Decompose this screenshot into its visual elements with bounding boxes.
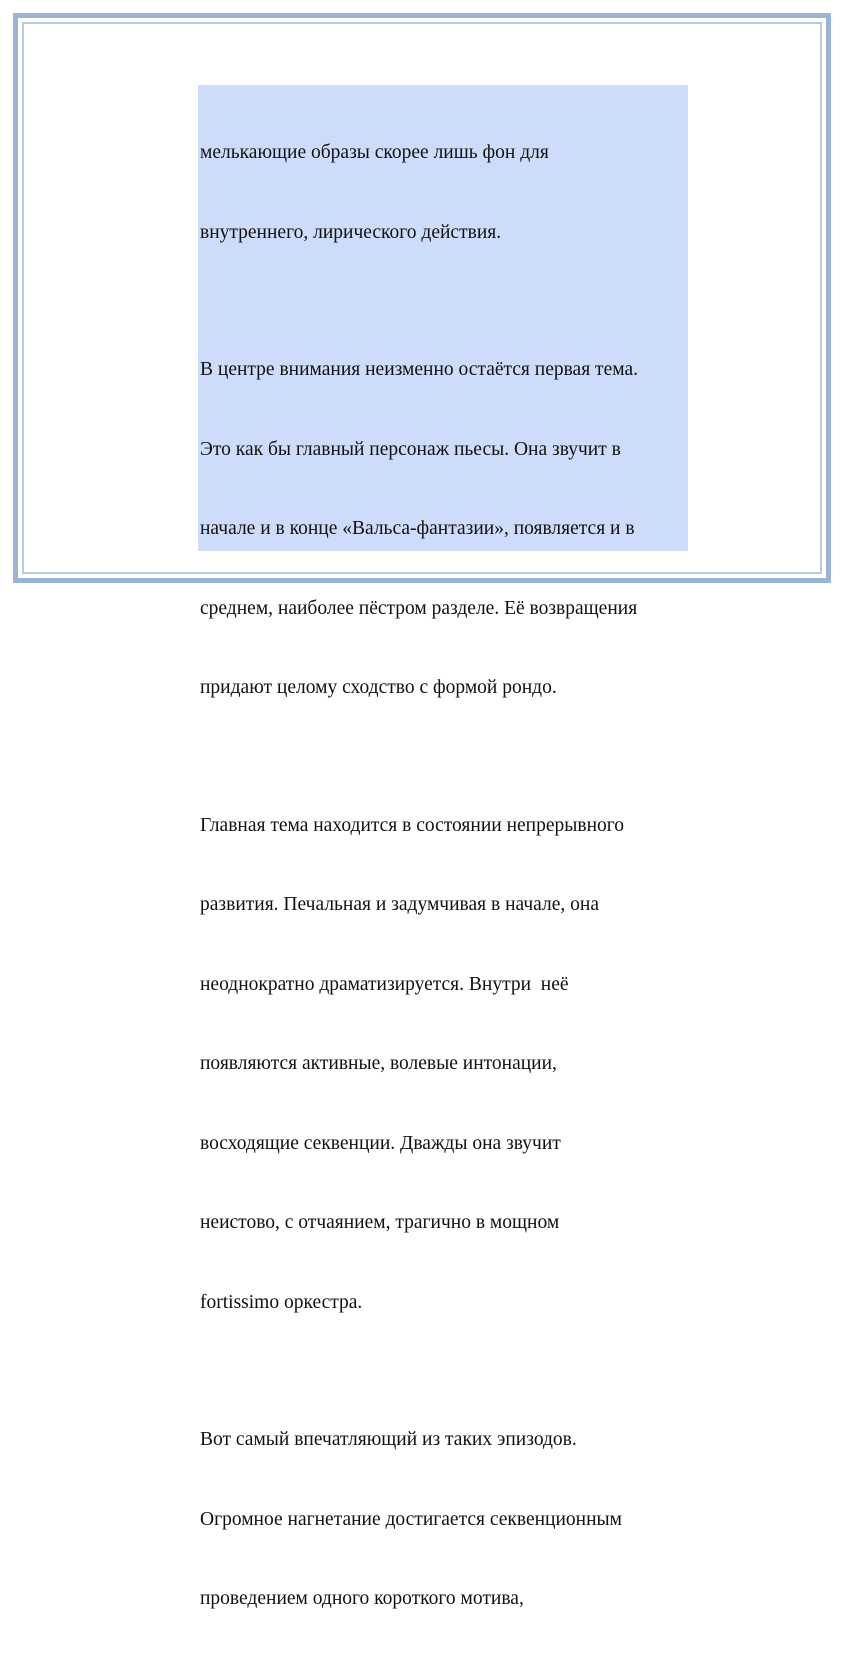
- paragraph-2: [200, 304, 688, 755]
- text-line: среднем, наиболее пёстром разделе. Её возвращения: [200, 597, 638, 619]
- text-line: Это как бы главный персонаж пьесы. Она звучит в: [200, 438, 621, 460]
- text-line: восходящие секвенции. Дважды она звучит: [200, 1132, 561, 1154]
- text-line: придают целому сходство с формой рондо.: [200, 677, 557, 698]
- text-line: проведением одного короткого мотива,: [200, 1588, 524, 1609]
- text-block: [198, 85, 688, 1609]
- text-line: В центре внимания неизменно остаётся первая тема.: [200, 359, 638, 380]
- text-line: Главная тема находится в состоянии непрерывного: [200, 814, 625, 836]
- text-line: начале и в конце «Вальса-фантазии», появляется и в: [200, 518, 635, 539]
- text-line: мелькающие образы скорее лишь фон для: [200, 142, 549, 163]
- text-line: неоднократно драматизируется. Внутри неё: [200, 973, 569, 995]
- text-line: Огромное нагнетание достигается секвенционным: [200, 1508, 622, 1530]
- text-line: неистово, с отчаянием, трагично в мощном: [200, 1212, 560, 1233]
- text-line: появляются активные, волевые интонации,: [200, 1053, 557, 1074]
- paragraph-3: [200, 760, 688, 1370]
- text-line: внутреннего, лирического действия.: [200, 221, 502, 243]
- paragraph-4: [200, 1374, 688, 1666]
- paragraph-1: [200, 87, 688, 299]
- text-line: развития. Печальная и задумчивая в начале, она: [200, 894, 599, 915]
- text-line: Вот самый впечатляющий из таких эпизодов.: [200, 1429, 577, 1450]
- text-line: fortissimo оркестра.: [200, 1291, 363, 1313]
